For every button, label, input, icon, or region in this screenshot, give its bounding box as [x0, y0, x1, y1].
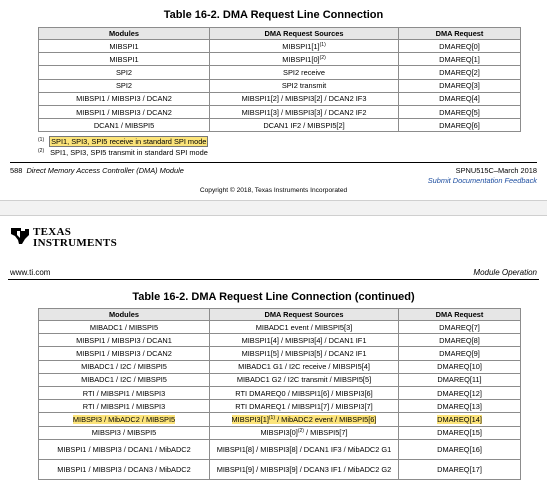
- source-cell: MIBADC1 G1 / I2C receive / MIBSPI5[4]: [210, 360, 399, 373]
- copyright: Copyright © 2018, Texas Instruments Incorporated: [199, 187, 348, 194]
- request-cell: DMAREQ[16]: [399, 439, 521, 459]
- request-cell: DMAREQ[8]: [399, 334, 521, 347]
- source-cell: SPI2 receive: [210, 66, 399, 79]
- module-cell: MIBSPI3 / MIBSPI5: [39, 426, 210, 439]
- logo-text-texas: TEXAS: [33, 226, 72, 238]
- request-cell: DMAREQ[11]: [399, 373, 521, 386]
- table-row: [39, 105, 521, 118]
- submit-feedback-link[interactable]: Submit Documentation Feedback: [427, 176, 537, 185]
- source-cell: $MIBSPI1[1]^{(1)}$: [210, 40, 399, 53]
- footnote-2: $^{(2)}$ SPI1, SPI3, SPI5 transmit in standard SPI mode: [38, 148, 208, 157]
- table-header-row: [39, 28, 521, 40]
- logo-text-instruments: INSTRUMENTS: [33, 237, 117, 249]
- table-row: [39, 426, 521, 439]
- table-title-continued: Table 16-2. DMA Request Line Connection (continued): [132, 291, 415, 303]
- module-cell: RTI / MIBSPI1 / MIBSPI3: [39, 386, 210, 399]
- table-row: [39, 386, 521, 399]
- module-cell: MIBSPI1 / MIBSPI3 / DCAN1: [39, 334, 210, 347]
- table-row: [39, 360, 521, 373]
- request-cell: DMAREQ[1]: [399, 53, 521, 66]
- table-row: [39, 400, 521, 413]
- module-cell: MIBSPI1 / MIBSPI3 / DCAN2: [39, 105, 210, 118]
- module-cell: MIBSPI1 / MIBSPI3 / DCAN2: [39, 92, 210, 105]
- module-cell: MIBADC1 / MIBSPI5: [39, 321, 210, 334]
- highlighted-text[interactable]: SPI1, SPI3, SPI5 receive in standard SPI mode: [51, 137, 207, 146]
- table-row: [39, 119, 521, 132]
- request-cell: DMAREQ[13]: [399, 400, 521, 413]
- table-row: [39, 321, 521, 334]
- source-cell: $MIBSPI1[0]^{(2)}$: [210, 53, 399, 66]
- header-rule: [8, 279, 539, 280]
- source-cell[interactable]: $MIBSPI3[1]^{(1)}$ / MibADC2 event / MIBSPI5[6]: [210, 413, 399, 426]
- table-row: [39, 347, 521, 360]
- table-row: [39, 92, 521, 105]
- table-row: [39, 40, 521, 53]
- column-header: DMA Request Sources: [210, 28, 399, 40]
- request-cell: DMAREQ[3]: [399, 79, 521, 92]
- ti-logo-icon: [9, 224, 31, 246]
- source-cell: MIBSPI1[8] / MIBSPI3[8] / DCAN1 IF3 / MibADC2 G1: [210, 439, 399, 459]
- column-header: Modules: [39, 309, 210, 321]
- request-cell: DMAREQ[5]: [399, 105, 521, 118]
- table-title: Table 16-2. DMA Request Line Connection: [163, 9, 384, 21]
- module-cell: MIBADC1 / I2C / MIBSPI5: [39, 360, 210, 373]
- request-cell: DMAREQ[0]: [399, 40, 521, 53]
- module-cell: SPI2: [39, 79, 210, 92]
- module-cell: SPI2: [39, 66, 210, 79]
- source-cell: $MIBSPI3[0]^{(2)}$ / MIBSPI5[7]: [210, 426, 399, 439]
- column-header: DMA Request: [399, 28, 521, 40]
- request-cell: DMAREQ[17]: [399, 459, 521, 479]
- source-cell: MIBADC1 G2 / I2C transmit / MIBSPI5[5]: [210, 373, 399, 386]
- module-cell: MIBSPI1: [39, 53, 210, 66]
- table-row-highlighted: [39, 413, 521, 426]
- source-cell: DCAN1 IF2 / MIBSPI5[2]: [210, 119, 399, 132]
- page-separator: [0, 200, 547, 216]
- module-cell: RTI / MIBSPI1 / MIBSPI3: [39, 400, 210, 413]
- request-cell: DMAREQ[6]: [399, 119, 521, 132]
- request-cell: DMAREQ[12]: [399, 386, 521, 399]
- module-cell: DCAN1 / MIBSPI5: [39, 119, 210, 132]
- module-cell: MIBSPI1 / MIBSPI3 / DCAN3 / MibADC2: [39, 459, 210, 479]
- dma-table-continued: [38, 308, 521, 480]
- footer-rule: [10, 162, 537, 163]
- request-cell: DMAREQ[10]: [399, 360, 521, 373]
- source-cell: RTI DMAREQ1 / MIBSPI1[7] / MIBSPI3[7]: [210, 400, 399, 413]
- request-cell: DMAREQ[7]: [399, 321, 521, 334]
- table-header-row: [39, 309, 521, 321]
- module-cell: MIBADC1 / I2C / MIBSPI5: [39, 373, 210, 386]
- dma-table: [38, 27, 521, 132]
- column-header: Modules: [39, 28, 210, 40]
- module-cell: MIBSPI1: [39, 40, 210, 53]
- table-row: [39, 79, 521, 92]
- source-cell: MIBSPI1[5] / MIBSPI3[5] / DCAN2 IF1: [210, 347, 399, 360]
- column-header: DMA Request: [399, 309, 521, 321]
- module-cell: MIBSPI1 / MIBSPI3 / DCAN2: [39, 347, 210, 360]
- source-cell: MIBADC1 event / MIBSPI5[3]: [210, 321, 399, 334]
- module-cell: MIBSPI1 / MIBSPI3 / DCAN1 / MibADC2: [39, 439, 210, 459]
- source-cell: MIBSPI1[4] / MIBSPI3[4] / DCAN1 IF1: [210, 334, 399, 347]
- table-row: [39, 439, 521, 459]
- footnote-1: $^{(1)}$ SPI1, SPI3, SPI5 receive in standard SPI mode: [38, 137, 207, 146]
- source-cell: RTI DMAREQ0 / MIBSPI1[6] / MIBSPI3[6]: [210, 386, 399, 399]
- source-cell: MIBSPI1[3] / MIBSPI3[3] / DCAN2 IF2: [210, 105, 399, 118]
- request-cell: DMAREQ[2]: [399, 66, 521, 79]
- footer-left: 588 Direct Memory Access Controller (DMA) Module: [10, 166, 184, 175]
- module-cell[interactable]: MIBSPI3 / MibADC2 / MIBSPI5: [39, 413, 210, 426]
- table-row: [39, 459, 521, 479]
- table-row: [39, 373, 521, 386]
- column-header: DMA Request Sources: [210, 309, 399, 321]
- request-cell: DMAREQ[4]: [399, 92, 521, 105]
- request-cell: DMAREQ[15]: [399, 426, 521, 439]
- source-cell: MIBSPI1[9] / MIBSPI3[9] / DCAN3 IF1 / MibADC2 G2: [210, 459, 399, 479]
- table-row: [39, 53, 521, 66]
- request-cell: DMAREQ[9]: [399, 347, 521, 360]
- table-row: [39, 334, 521, 347]
- source-cell: SPI2 transmit: [210, 79, 399, 92]
- site-url[interactable]: www.ti.com: [10, 268, 51, 277]
- source-cell: MIBSPI1[2] / MIBSPI3[2] / DCAN2 IF3: [210, 92, 399, 105]
- footer-doc-id: SPNU515C–March 2018: [455, 166, 537, 175]
- section-name: Module Operation: [473, 268, 537, 277]
- request-cell[interactable]: DMAREQ[14]: [399, 413, 521, 426]
- table-row: [39, 66, 521, 79]
